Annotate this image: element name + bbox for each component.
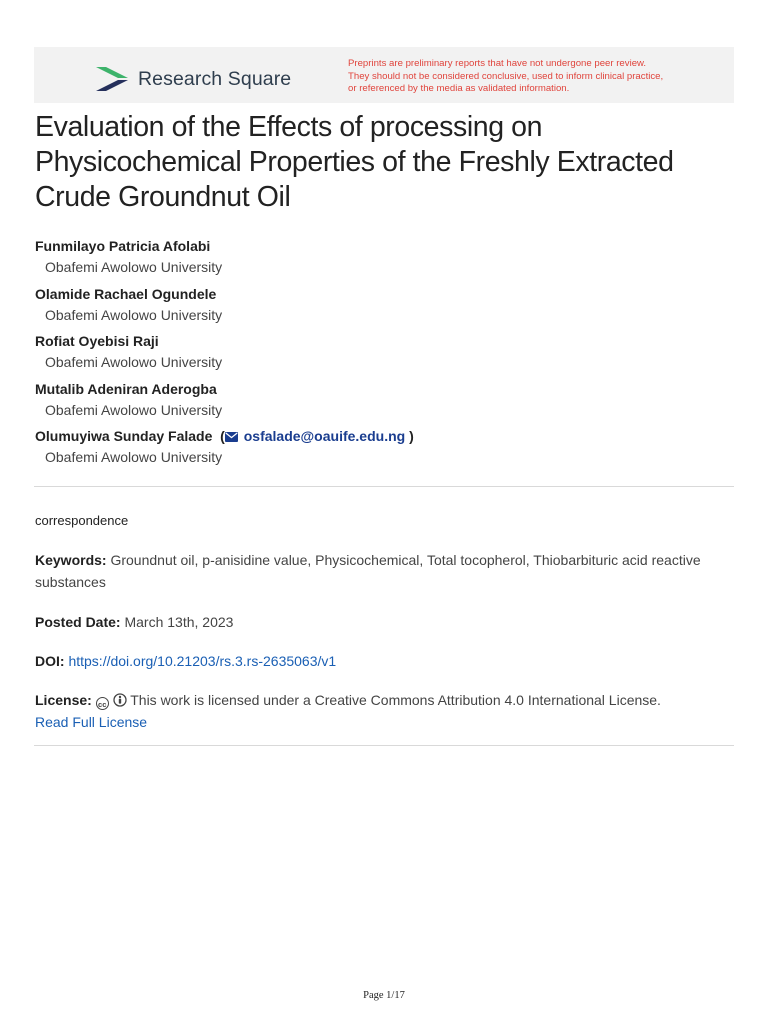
brand-name: Research Square [138,67,292,90]
notice-line: They should not be considered conclusive, used to inform clinical practice, [348,70,664,82]
author-entry [35,426,735,474]
author-name: Olumuyiwa Sunday Falade [35,428,213,445]
author-affiliation: Obafemi Awolowo University [45,449,223,466]
paper-title: Evaluation of the Effects of processing on Physicochemical Properties of the Freshly Extracted Crude Groundnut Oil [35,111,674,213]
author-email-link[interactable] [225,428,405,444]
research-square-logo[interactable] [94,64,291,94]
keywords-label: Keywords: [35,552,107,568]
author-entry [35,284,735,332]
author-name: Olamide Rachael Ogundele [35,285,217,302]
page-number: Page 1/17 [363,990,405,1001]
author-name: Mutalib Adeniran Aderogba [35,380,217,397]
section-divider [34,486,734,487]
author-list [35,236,735,474]
author-name: Funmilayo Patricia Afolabi [35,238,211,254]
author-affiliation: Obafemi Awolowo University [45,354,223,371]
keywords-value: Groundnut oil, p-anisidine value, Physicochemical, Total tocopherol, Thiobarbituric acid reactive substances [35,552,701,590]
author-entry [35,331,735,379]
corresponding-author: Olumuyiwa Sunday Falade ( osfalade@oauife.edu.ng ) [35,428,414,445]
author-affiliation: Obafemi Awolowo University [45,259,223,275]
posted-date-field [35,611,735,633]
envelope-icon [225,432,238,442]
author-email: osfalade@oauife.edu.ng [243,428,406,445]
license-text: This work is licensed under a Creative Commons Attribution 4.0 International License. [130,692,661,708]
section-divider [34,745,734,746]
author-entry [35,379,735,427]
doi-field [35,650,735,672]
license-field [35,689,735,733]
notice-line: or referenced by the media as validated information. [348,83,570,95]
notice-line: Preprints are preliminary reports that have not undergone peer review. [348,58,647,69]
posted-date-value: March 13th, 2023 [124,614,234,630]
posted-date-label: Posted Date: [35,614,121,630]
preprint-notice [348,58,728,96]
author-affiliation: Obafemi Awolowo University [45,306,223,323]
author-name: Rofiat Oyebisi Raji [35,333,159,350]
correspondence-label: correspondence [35,513,129,528]
header-banner [34,47,734,103]
keywords-field [35,549,735,593]
author-affiliation: Obafemi Awolowo University [45,401,223,418]
creative-commons-icon: cc [96,697,109,710]
read-full-license-link[interactable]: Read Full License [35,714,148,730]
attribution-icon [113,693,127,707]
research-square-logo-icon [94,64,132,94]
author-entry [35,236,735,284]
doi-link[interactable]: https://doi.org/10.21203/rs.3.rs-2635063/v1 [68,653,337,669]
doi-label: DOI: [35,653,65,669]
license-label: License: [35,692,92,708]
